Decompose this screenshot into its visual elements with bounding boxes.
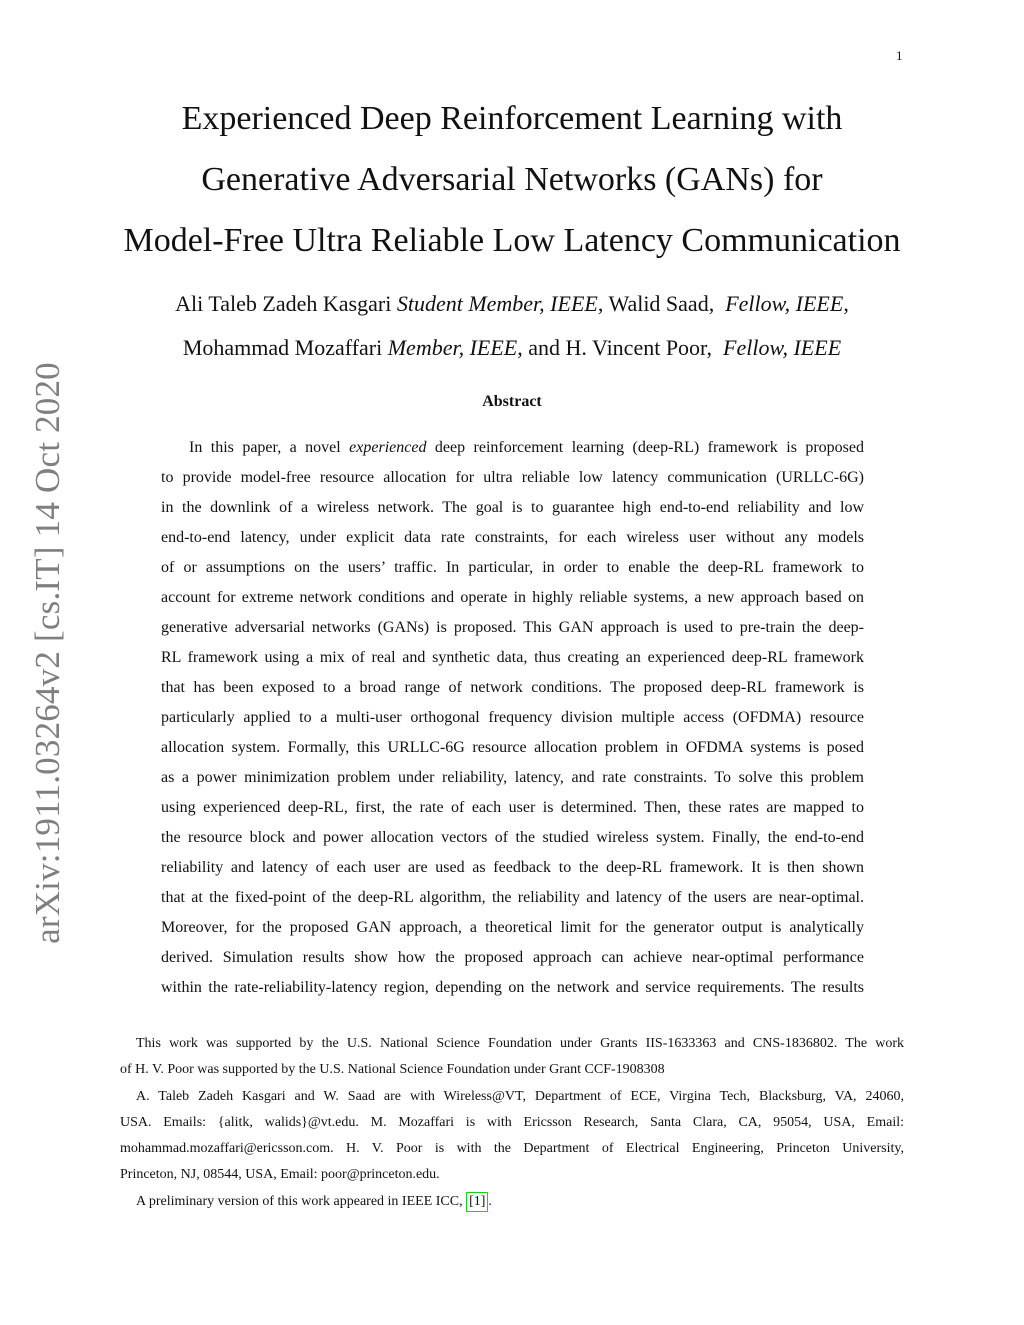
abstract-line: within the rate-reliability-latency region, depending on the network and service requirements. The results (161, 979, 864, 996)
abstract-text: deep reinforcement learning (deep-RL) framework is proposed (434, 439, 865, 456)
author-name: Mohammad Mozaffari (182, 335, 383, 360)
author-membership: Fellow, IEEE (725, 291, 844, 316)
abstract-body (161, 433, 864, 1003)
abstract-line: the resource block and power allocation vectors of the studied wireless system. Finally, the end-to-end (161, 829, 864, 846)
citation-link[interactable]: [1] (466, 1192, 488, 1212)
footnote-affiliation-line: A. Taleb Zadeh Kasgari and W. Saad are with Wireless@VT, Department of ECE, Virgina Tech, Blacksburg, VA, 24060, (136, 1088, 904, 1104)
abstract-line: that has been exposed to a broad range of network conditions. The proposed deep-RL framework is (161, 679, 864, 696)
abstract-line: derived. Simulation results show how the proposed approach can achieve near-optimal performance (161, 949, 864, 966)
author-list (0, 282, 1024, 370)
paper-title (0, 88, 1024, 271)
abstract-line: generative adversarial networks (GANs) is proposed. This GAN approach is used to pre-train the deep- (161, 619, 864, 636)
abstract-heading: Abstract (482, 393, 542, 410)
abstract-line: to provide model-free resource allocation for ultra reliable low latency communication (URLLC-6G) (161, 469, 864, 486)
page-number: 1 (896, 48, 903, 63)
author-name: Ali Taleb Zadeh Kasgari (175, 291, 392, 316)
footnote-funding-line: This work was supported by the U.S. National Science Foundation under Grants IIS-1633363 and CNS-1836802. The work (136, 1036, 904, 1051)
abstract-line: that at the fixed-point of the deep-RL algorithm, the reliability and latency of the users are near-optimal. (161, 889, 864, 906)
title-line: Model-Free Ultra Reliable Low Latency Communication (123, 222, 901, 259)
footnote-affiliation-line: Princeton, NJ, 08544, USA, Email: poor@princeton.edu. (120, 1167, 440, 1183)
abstract-line: reliability and latency of each user are used as feedback to the deep-RL framework. It is then shown (161, 859, 864, 876)
abstract-line: Moreover, for the proposed GAN approach, a theoretical limit for the generator output is analytically (161, 919, 864, 936)
abstract-emphasis: experienced (349, 439, 427, 456)
author-membership: Student Member, IEEE (396, 291, 598, 316)
author-name: and H. Vincent Poor, (528, 335, 713, 360)
abstract-line: end-to-end latency, under explicit data rate constraints, for each wireless user without any models (161, 529, 864, 546)
author-membership: Member, IEEE (387, 335, 518, 360)
abstract-line: allocation system. Formally, this URLLC-6G resource allocation problem in OFDMA systems is posed (161, 739, 864, 756)
author-name: Walid Saad, (608, 291, 715, 316)
author-membership: Fellow, IEEE (723, 335, 842, 360)
footnote-text: A preliminary version of this work appeared in IEEE ICC, (136, 1193, 463, 1209)
title-line: Generative Adversarial Networks (GANs) for (201, 161, 823, 198)
abstract-line: account for extreme network conditions and operate in highly reliable systems, a new approach based on (161, 589, 864, 606)
abstract-text: In this paper, a novel (189, 439, 341, 456)
footnotes (120, 1031, 904, 1215)
footnote-text: . (488, 1193, 492, 1209)
abstract-line: RL framework using a mix of real and synthetic data, thus creating an experienced deep-RL framework (161, 649, 864, 666)
footnote-affiliation-line: USA. Emails: {alitk, walids}@vt.edu. M. Mozaffari is with Ericsson Research, Santa Clara, CA, 95054, USA, Email: (120, 1114, 904, 1130)
author-line: Mohammad Mozaffari Member, IEEE, and H. Vincent Poor, Fellow, IEEE (182, 335, 842, 360)
abstract-line (161, 433, 864, 463)
abstract-line: as a power minimization problem under reliability, latency, and rate constraints. To solve this problem (161, 769, 864, 786)
arxiv-stamp: arXiv:1911.03264v2 [cs.IT] 14 Oct 2020 (28, 362, 67, 944)
author-line: Ali Taleb Zadeh Kasgari Student Member, IEEE, Walid Saad, Fellow, IEEE, (175, 291, 849, 316)
abstract-line: particularly applied to a multi-user orthogonal frequency division multiple access (OFDMA) resource (161, 709, 864, 726)
footnote-affiliation-line: mohammad.mozaffari@ericsson.com. H. V. Poor is with the Department of Electrical Engineering, Princeton University, (120, 1141, 904, 1157)
abstract-line: of or assumptions on the users’ traffic. In particular, in order to enable the deep-RL framework to (161, 559, 864, 576)
abstract-line: using experienced deep-RL, first, the rate of each user is determined. Then, these rates are mapped to (161, 799, 864, 816)
title-line: Experienced Deep Reinforcement Learning with (181, 100, 843, 137)
footnote-preliminary-line (120, 1189, 904, 1215)
footnote-funding-line: of H. V. Poor was supported by the U.S. National Science Foundation under Grant CCF-1908308 (120, 1062, 665, 1078)
abstract-line: in the downlink of a wireless network. The goal is to guarantee high end-to-end reliability and low (161, 499, 864, 516)
